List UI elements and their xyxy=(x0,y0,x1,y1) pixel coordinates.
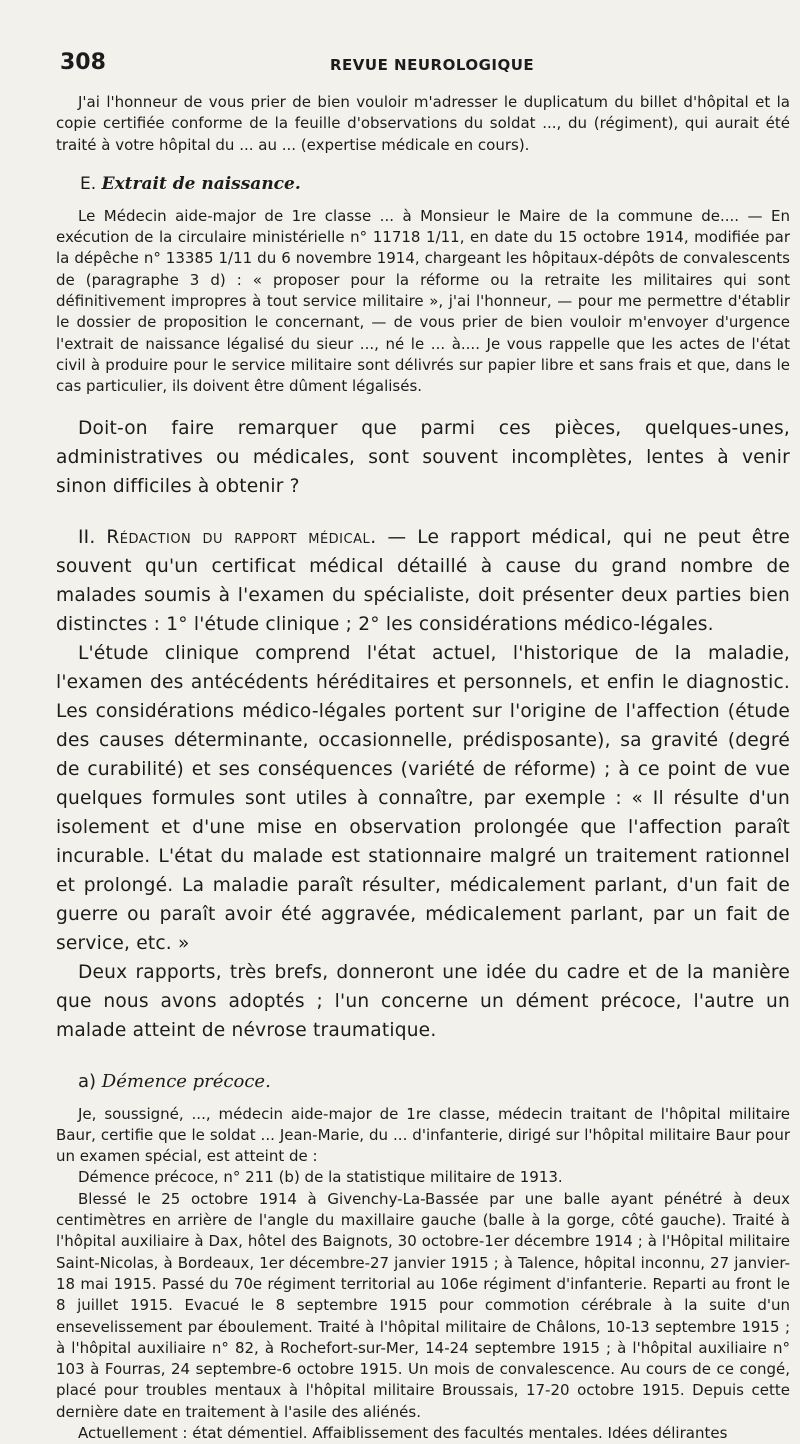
paragraph-section-ii xyxy=(56,523,790,639)
section-heading-birth-extract xyxy=(80,174,790,194)
section-letter: E. xyxy=(80,173,97,194)
subsection-title: Démence précoce. xyxy=(101,1070,271,1092)
paragraph-diagnosis: Démence précoce, n° 211 (b) de la statistique militaire de 1913. xyxy=(78,1168,563,1187)
paragraph-request-duplicate: J'ai l'honneur de vous prier de bien vouloir m'adresser le duplicatum du billet d'hôpital et la copie certifiée conforme de la feuille d'observations du soldat ..., du (régiment), qui aurait été traité à votre hôpital du ... au ... (expertise médicale en cours). xyxy=(56,93,790,154)
paragraph-two-reports: Deux rapports, très brefs, donneront une idée du cadre et de la manière que nous avons adoptés ; l'un concerne un dément précoce, l'autre un malade atteint de névrose traumatique. xyxy=(56,961,790,1041)
paragraph-current-state: Actuellement : état démentiel. Affaiblissement des facultés mentales. Idées délirantes xyxy=(78,1424,728,1443)
page-body xyxy=(56,92,790,1444)
paragraph-birth-extract-letter: Le Médecin aide-major de 1re classe ... à Monsieur le Maire de la commune de.... — En exécution de la circulaire ministérielle n° 11718 1/11, en date du 15 octobre 1914, modifiée par la dépêche n° 13385 1/11 du 6 novembre 1914, chargeant les hôpitaux-dépôts de convalescents de (paragraphe 3 d) : « proposer pour la réforme ou la retraite les militaires qui sont définitivement impropres à tout service militaire », j'ai l'honneur, — pour me permettre d'établir le dossier de proposition le concernant, — de vous prier de bien vouloir m'envoyer d'urgence l'extrait de naissance légalisé du sieur ..., né le ... à.... Je vous rappelle que les actes de l'état civil à produire pour le service militaire sont délivrés sur papier libre et sans frais et que, dans le cas particulier, ils doivent être dûment légalisés. xyxy=(56,206,790,396)
section-number: II. xyxy=(78,526,96,548)
running-title: REVUE NEUROLOGIQUE xyxy=(330,56,535,74)
page-header xyxy=(60,50,760,80)
subsection-heading-dementia xyxy=(78,1071,790,1092)
paragraph-history: Blessé le 25 octobre 1914 à Givenchy-La-Bassée par une balle ayant pénétré à deux centimètres en arrière de l'angle du maxillaire gauche (balle à la gorge, côté gauche). Traité à l'hôpital auxiliaire à Dax, hôtel des Baignots, 30 octobre-1er décembre 1914 ; à l'Hôpital militaire Saint-Nicolas, à Bordeaux, 1er décembre-27 janvier 1915 ; à Talence, hôpital inconnu, 27 janvier-18 mai 1915. Passé du 70e régiment territorial au 106e régiment d'infanterie. Reparti au front le 8 juillet 1915. Evacué le 8 septembre 1915 pour commotion cérébrale à la suite d'un ensevelissement par éboulement. Traité à l'hôpital militaire de Châlons, 10-13 septembre 1915 ; à l'hôpital auxiliaire n° 82, à Rochefort-sur-Mer, 14-24 septembre 1915 ; à l'hôpital auxiliaire n° 103 à Fourras, 24 septembre-6 octobre 1915. Un mois de convalescence. Au cours de ce congé, placé pour troubles mentaux à l'hôpital militaire Broussais, 17-20 octobre 1915. Depuis cette dernière date en traitement à l'asile des aliénés. xyxy=(56,1189,790,1421)
page-number: 308 xyxy=(60,50,106,75)
section-ii-text: — Le rapport médical, qui ne peut être souvent qu'un certificat médical détaillé à cause du grand nombre de malades soumis à l'examen du spécialiste, doit présenter deux parties bien distinctes : 1° l'étude clinique ; 2° les considérations médico-légales. xyxy=(56,526,790,635)
subsection-letter: a) xyxy=(78,1070,97,1092)
section-title: Extrait de naissance. xyxy=(101,173,301,194)
paragraph-remark: Doit-on faire remarquer que parmi ces pièces, quelques-unes, administratives ou médicales, sont souvent incomplètes, lentes à venir sinon difficiles à obtenir ? xyxy=(56,417,790,497)
section-title-report: Rédaction du rapport médical. xyxy=(106,526,377,548)
paragraph-certificate-intro: Je, soussigné, ..., médecin aide-major de 1re classe, médecin traitant de l'hôpital militaire Baur, certifie que le soldat ... Jean-Marie, du ... d'infanterie, dirigé sur l'hôpital militaire Baur pour un examen spécial, est atteint de : xyxy=(56,1104,790,1166)
paragraph-clinical-study: L'étude clinique comprend l'état actuel, l'historique de la maladie, l'examen des antécédents héréditaires et personnels, et enfin le diagnostic. Les considérations médico-légales portent sur l'origine de l'affection (étude des causes déterminante, occasionnelle, prédisposante), sa gravité (degré de curabilité) et ses conséquences (variété de réforme) ; à ce point de vue quelques formules sont utiles à connaître, par exemple : « Il résulte d'un isolement et d'une mise en observation prolongée que l'affection paraît incurable. L'état du malade est stationnaire malgré un traitement rationnel et prolongé. La maladie paraît résulter, médicalement parlant, d'un fait de guerre ou paraît avoir été aggravée, médicalement parlant, par un fait de service, etc. » xyxy=(56,642,790,954)
